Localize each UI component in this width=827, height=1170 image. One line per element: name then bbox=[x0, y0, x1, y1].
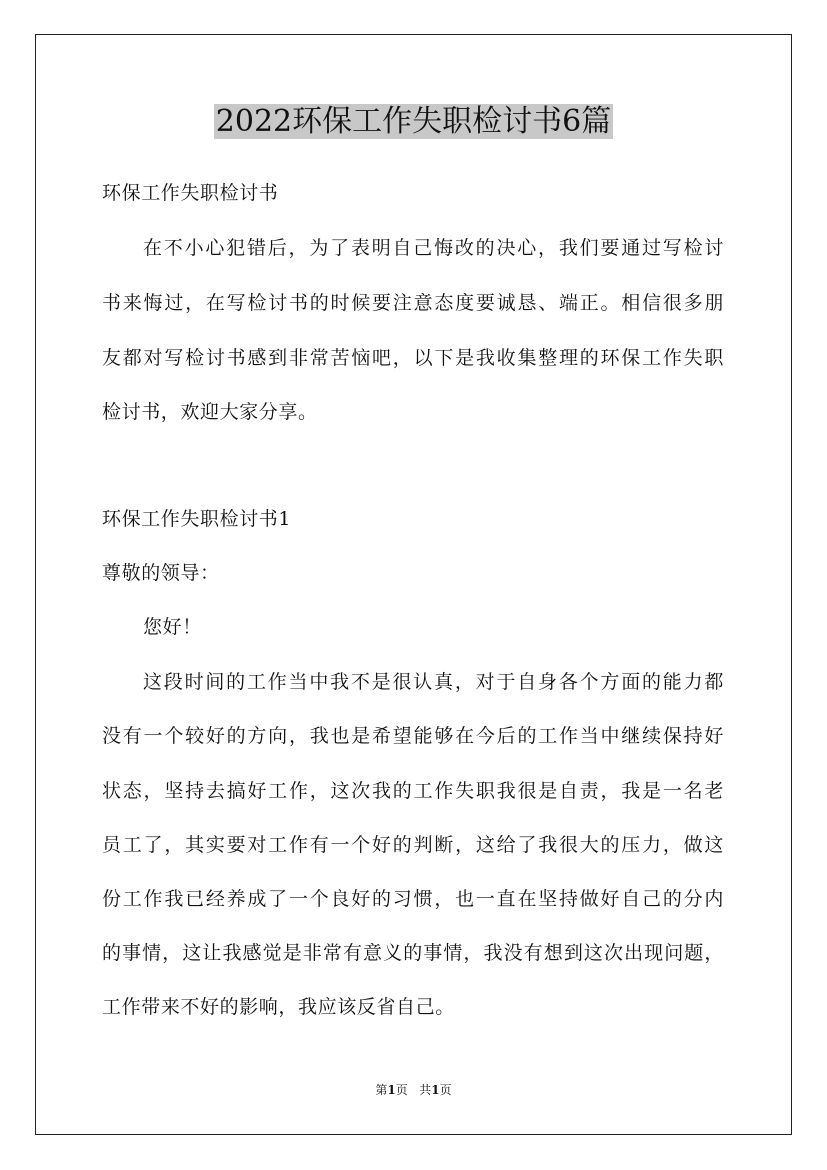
intro-line-4: 检讨书，欢迎大家分享。 bbox=[102, 401, 318, 423]
body-line-4: 员工了，其实要对工作有一个好的判断，这给了我很大的压力，做这 bbox=[102, 834, 724, 856]
total-number: 1 bbox=[431, 1083, 440, 1097]
body-line-5: 份工作我已经养成了一个良好的习惯，也一直在坚持做好自己的分内 bbox=[102, 888, 724, 910]
page-number: 1 bbox=[387, 1083, 396, 1097]
intro-line-1: 在不小心犯错后，为了表明自己悔改的决心，我们要通过写检讨 bbox=[143, 237, 724, 259]
body-line-3: 状态，坚持去搞好工作，这次我的工作失职我很是自责，我是一名老 bbox=[102, 780, 724, 802]
subtitle: 环保工作失职检讨书 bbox=[102, 182, 279, 204]
total-prefix: 共 bbox=[419, 1083, 432, 1097]
body-line-7: 工作带来不好的影响，我应该反省自己。 bbox=[102, 996, 455, 1018]
body-line-6: 的事情，这让我感觉是非常有意义的事情，我没有想到这次出现问题， bbox=[102, 942, 724, 964]
body-line-1: 这段时间的工作当中我不是很认真，对于自身各个方面的能力都 bbox=[143, 671, 724, 693]
intro-line-3: 友都对写检讨书感到非常苦恼吧，以下是我收集整理的环保工作失职 bbox=[102, 347, 724, 369]
page-suffix: 页 bbox=[395, 1083, 408, 1097]
intro-line-2: 书来悔过，在写检讨书的时候要注意态度要诚恳、端正。相信很多朋 bbox=[102, 292, 724, 314]
section-heading: 环保工作失职检讨书1 bbox=[102, 508, 292, 530]
salutation: 尊敬的领导： bbox=[102, 562, 220, 584]
total-suffix: 页 bbox=[439, 1083, 452, 1097]
body-line-2: 没有一个较好的方向，我也是希望能够在今后的工作当中继续保持好 bbox=[102, 725, 724, 747]
page-footer bbox=[0, 1082, 827, 1098]
page-prefix: 第 bbox=[375, 1083, 388, 1097]
greeting: 您好！ bbox=[143, 616, 202, 638]
document-title bbox=[0, 100, 827, 144]
document-title-text: 2022环保工作失职检讨书6篇 bbox=[215, 104, 612, 139]
